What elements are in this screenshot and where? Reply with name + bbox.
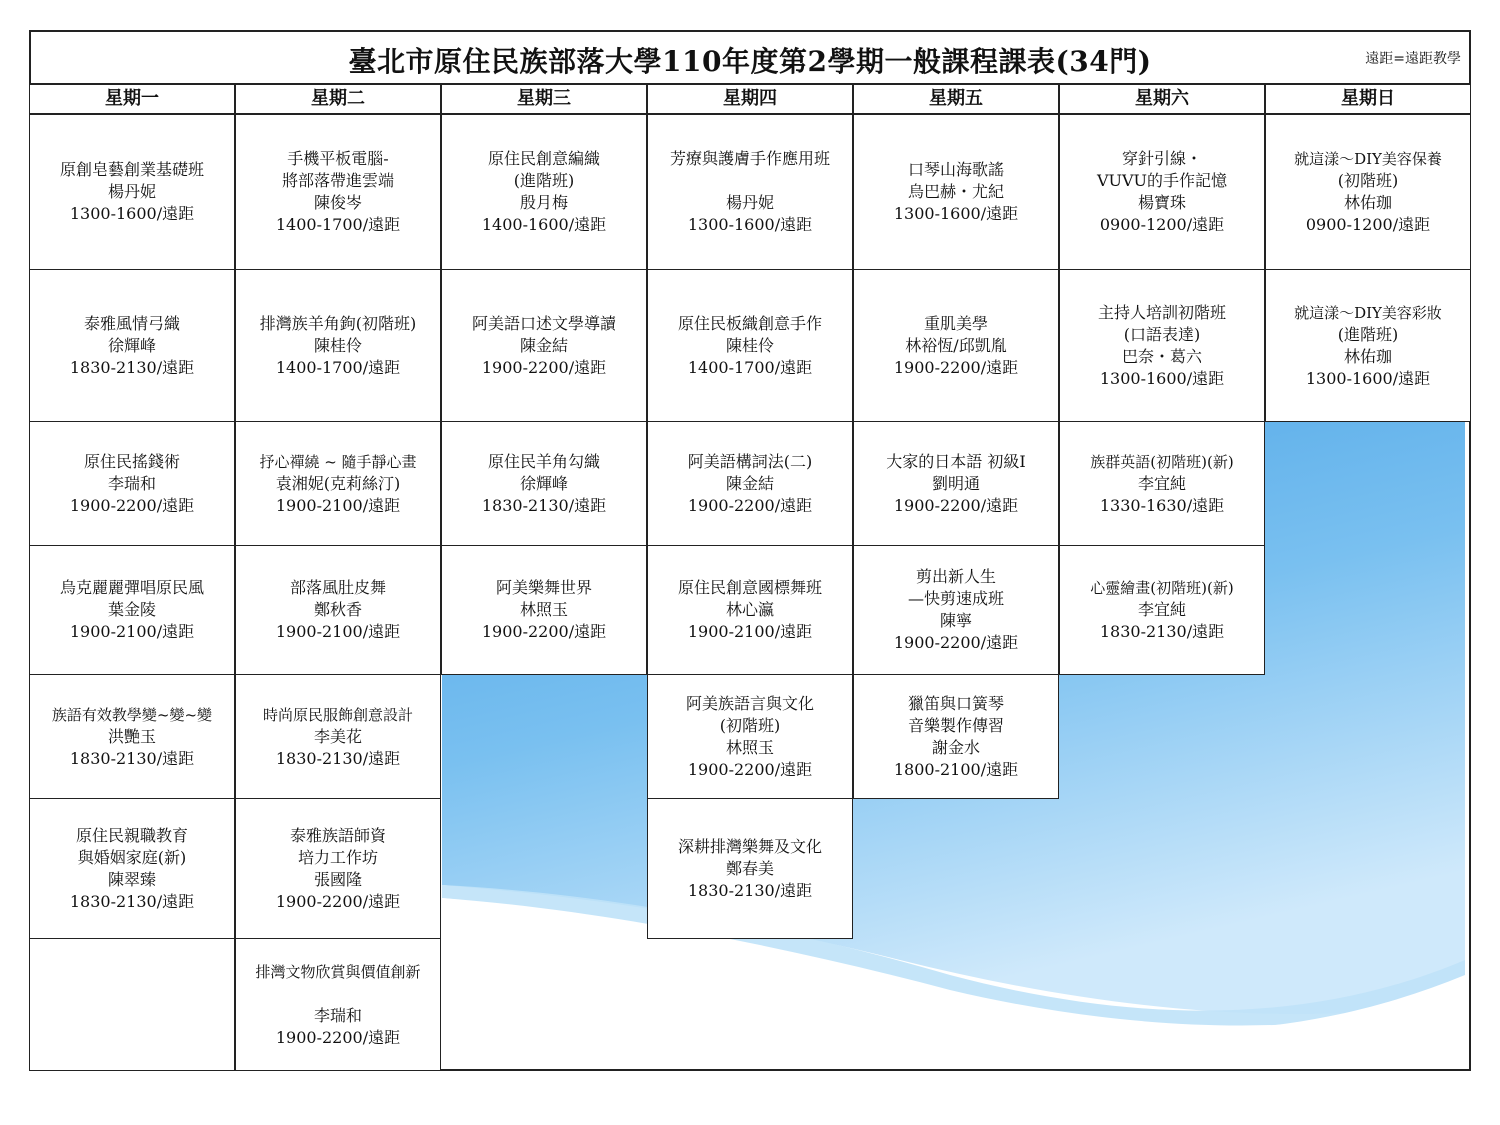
course-cell: 原創皂藝創業基礎班 楊丹妮 1300-1600/遠距	[29, 114, 235, 270]
day-header-sat: 星期六	[1059, 84, 1265, 114]
course-cell: 芳療與護膚手作應用班 楊丹妮 1300-1600/遠距	[647, 114, 853, 270]
course-cell: 阿美族語言與文化 (初階班) 林照玉 1900-2200/遠距	[647, 674, 853, 799]
course-cell: 族語有效教學變~變~變 洪艷玉 1830-2130/遠距	[29, 674, 235, 799]
course-cell: 剪出新人生 —快剪速成班 陳寧 1900-2200/遠距	[853, 545, 1059, 675]
legend-note: 遠距=遠距教學	[1365, 51, 1461, 67]
course-cell: 深耕排灣樂舞及文化 鄭春美 1830-2130/遠距	[647, 798, 853, 939]
course-cell: 口琴山海歌謠 烏巴赫・尤紀 1300-1600/遠距	[853, 114, 1059, 270]
course-cell: 就這漾～DIY美容保養 (初階班) 林佑珈 0900-1200/遠距	[1265, 114, 1471, 270]
course-cell: 主持人培訓初階班 (口語表達) 巴奈・葛六 1300-1600/遠距	[1059, 269, 1265, 422]
day-header-tue: 星期二	[235, 84, 441, 114]
title-bar	[29, 30, 1471, 84]
day-header-mon: 星期一	[29, 84, 235, 114]
day-header-fri: 星期五	[853, 84, 1059, 114]
course-cell: 原住民創意編織 (進階班) 殷月梅 1400-1600/遠距	[441, 114, 647, 270]
course-cell: 烏克麗麗彈唱原民風 葉金陵 1900-2100/遠距	[29, 545, 235, 675]
course-cell: 手機平板電腦- 將部落帶進雲端 陳俊岑 1400-1700/遠距	[235, 114, 441, 270]
day-header-sun: 星期日	[1265, 84, 1471, 114]
course-cell: 抒心禪繞 ~ 隨手靜心畫 袁湘妮(克莉絲汀) 1900-2100/遠距	[235, 421, 441, 546]
course-cell: 排灣文物欣賞與價值創新 李瑞和 1900-2200/遠距	[235, 938, 441, 1071]
course-cell: 穿針引線・ VUVU的手作記憶 楊寶珠 0900-1200/遠距	[1059, 114, 1265, 270]
course-cell: 心靈繪畫(初階班)(新) 李宜純 1830-2130/遠距	[1059, 545, 1265, 675]
course-cell: 原住民羊角勾織 徐輝峰 1830-2130/遠距	[441, 421, 647, 546]
course-cell: 原住民搖錢術 李瑞和 1900-2200/遠距	[29, 421, 235, 546]
course-cell: 族群英語(初階班)(新) 李宜純 1330-1630/遠距	[1059, 421, 1265, 546]
course-cell: 原住民創意國標舞班 林心瀛 1900-2100/遠距	[647, 545, 853, 675]
course-cell: 大家的日本語 初級I 劉明通 1900-2200/遠距	[853, 421, 1059, 546]
course-cell: 阿美語口述文學導讀 陳金結 1900-2200/遠距	[441, 269, 647, 422]
course-cell: 泰雅風情弓織 徐輝峰 1830-2130/遠距	[29, 269, 235, 422]
empty-cell	[29, 938, 235, 1071]
course-cell: 原住民板織創意手作 陳桂伶 1400-1700/遠距	[647, 269, 853, 422]
course-cell: 就這漾～DIY美容彩妝 (進階班) 林佑珈 1300-1600/遠距	[1265, 269, 1471, 422]
day-header-wed: 星期三	[441, 84, 647, 114]
course-cell: 原住民親職教育 與婚姻家庭(新) 陳翠臻 1830-2130/遠距	[29, 798, 235, 939]
course-cell: 阿美語構詞法(二) 陳金結 1900-2200/遠距	[647, 421, 853, 546]
course-cell: 阿美樂舞世界 林照玉 1900-2200/遠距	[441, 545, 647, 675]
course-cell: 排灣族羊角鉤(初階班) 陳桂伶 1400-1700/遠距	[235, 269, 441, 422]
page-title: 臺北市原住民族部落大學110年度第2學期一般課程課表(34門)	[348, 45, 1152, 78]
course-cell: 泰雅族語師資 培力工作坊 張國隆 1900-2200/遠距	[235, 798, 441, 939]
course-cell: 時尚原民服飾創意設計 李美花 1830-2130/遠距	[235, 674, 441, 799]
course-cell: 部落風肚皮舞 鄭秋香 1900-2100/遠距	[235, 545, 441, 675]
course-cell: 重肌美學 林裕恆/邱凱胤 1900-2200/遠距	[853, 269, 1059, 422]
course-cell: 獵笛與口簧琴 音樂製作傳習 謝金水 1800-2100/遠距	[853, 674, 1059, 799]
day-header-thu: 星期四	[647, 84, 853, 114]
